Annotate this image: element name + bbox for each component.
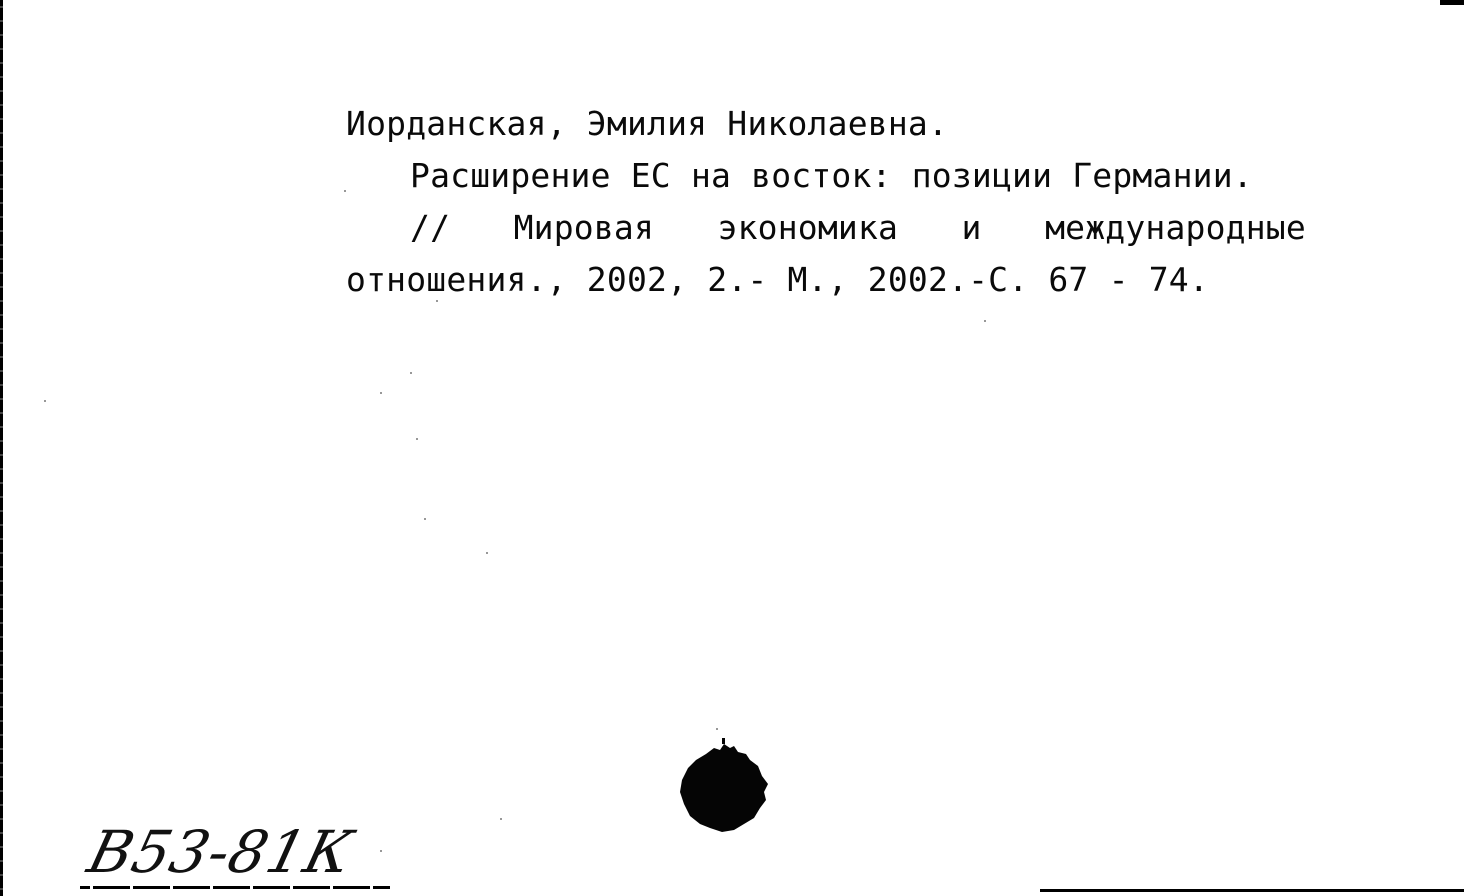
- scan-speckle: [44, 400, 46, 402]
- scan-speckle: [984, 320, 986, 322]
- scan-speckle: [716, 728, 718, 730]
- source-line: [346, 202, 1306, 254]
- scan-speckle: [380, 850, 382, 852]
- source-word: и: [961, 208, 982, 247]
- card-left-edge: [0, 0, 3, 896]
- scan-speckle: [436, 300, 438, 302]
- scan-speckle: [424, 518, 426, 520]
- card-bottom-edge-left: [80, 886, 390, 889]
- source-word: международные: [1045, 208, 1306, 247]
- card-bottom-edge-right: [1040, 889, 1464, 892]
- call-number-handwritten: В53-81К: [81, 818, 361, 886]
- source-word: //: [410, 208, 451, 247]
- bibliographic-record: [346, 98, 1306, 306]
- title-line: Расширение ЕС на восток: позиции Германии.: [410, 156, 1253, 195]
- scan-speckle: [410, 372, 412, 374]
- scan-speckle: [380, 392, 382, 394]
- scan-speckle: [486, 552, 488, 554]
- source-word: экономика: [717, 208, 899, 247]
- scan-speckle: [416, 438, 418, 440]
- source-word: Мировая: [513, 208, 655, 247]
- punch-hole-icon: [676, 738, 772, 834]
- author-line: Иорданская, Эмилия Николаевна.: [346, 104, 949, 143]
- scan-speckle: [500, 818, 502, 820]
- card-top-right-mark: [1440, 0, 1464, 5]
- scan-speckle: [344, 190, 346, 192]
- source-continuation-line: отношения., 2002, 2.- М., 2002.-С. 67 - 74.: [346, 260, 1209, 299]
